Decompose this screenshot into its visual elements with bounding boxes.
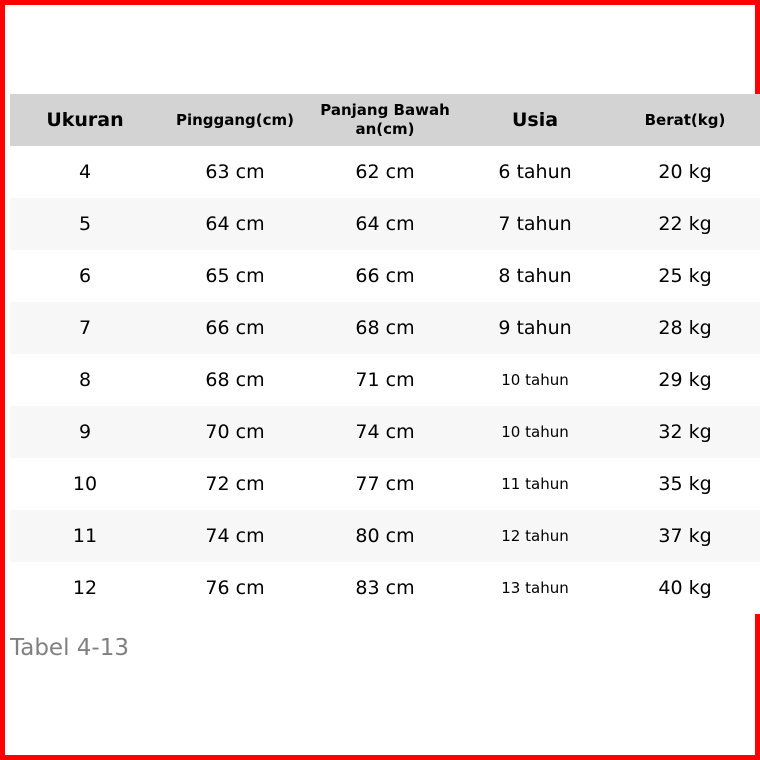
table-row <box>10 562 760 614</box>
cell-pinggang: 64 cm <box>205 213 265 235</box>
cell-ukuran: 10 <box>72 473 98 495</box>
table-body <box>10 146 760 614</box>
header-panjang-bawahan: Panjang Bawah an(cm) <box>320 101 450 138</box>
table-row <box>10 458 760 510</box>
cell-panjang-bawahan: 66 cm <box>355 265 415 287</box>
cell-usia: 10 tahun <box>501 423 569 441</box>
cell-ukuran: 12 <box>72 577 98 599</box>
cell-usia: 6 tahun <box>498 161 572 183</box>
table-row <box>10 198 760 250</box>
cell-panjang-bawahan: 68 cm <box>355 317 415 339</box>
header-pinggang: Pinggang(cm) <box>175 110 295 129</box>
table-row <box>10 302 760 354</box>
cell-pinggang: 68 cm <box>205 369 265 391</box>
cell-pinggang: 70 cm <box>205 421 265 443</box>
size-chart-table <box>10 94 760 614</box>
cell-usia: 10 tahun <box>501 371 569 389</box>
cell-berat: 28 kg <box>658 317 712 339</box>
cell-usia: 9 tahun <box>498 317 572 339</box>
cell-ukuran: 7 <box>78 317 92 339</box>
cell-usia: 8 tahun <box>498 265 572 287</box>
header-ukuran: Ukuran <box>46 108 124 131</box>
cell-panjang-bawahan: 64 cm <box>355 213 415 235</box>
header-berat: Berat(kg) <box>644 110 726 129</box>
cell-panjang-bawahan: 83 cm <box>355 577 415 599</box>
cell-usia: 7 tahun <box>498 213 572 235</box>
cell-berat: 35 kg <box>658 473 712 495</box>
table-row <box>10 354 760 406</box>
table-row <box>10 510 760 562</box>
cell-panjang-bawahan: 80 cm <box>355 525 415 547</box>
table-header <box>10 94 760 146</box>
cell-berat: 22 kg <box>658 213 712 235</box>
cell-ukuran: 6 <box>78 265 92 287</box>
cell-ukuran: 8 <box>78 369 92 391</box>
cell-pinggang: 72 cm <box>205 473 265 495</box>
header-usia: Usia <box>511 108 559 131</box>
table-caption: Tabel 4-13 <box>10 635 129 661</box>
table-row <box>10 406 760 458</box>
cell-berat: 25 kg <box>658 265 712 287</box>
cell-panjang-bawahan: 62 cm <box>355 161 415 183</box>
cell-pinggang: 74 cm <box>205 525 265 547</box>
cell-pinggang: 63 cm <box>205 161 265 183</box>
cell-berat: 29 kg <box>658 369 712 391</box>
cell-berat: 37 kg <box>658 525 712 547</box>
cell-pinggang: 76 cm <box>205 577 265 599</box>
table-row <box>10 146 760 198</box>
cell-panjang-bawahan: 71 cm <box>355 369 415 391</box>
cell-ukuran: 5 <box>78 213 92 235</box>
cell-usia: 13 tahun <box>501 579 569 597</box>
cell-usia: 11 tahun <box>501 475 569 493</box>
cell-ukuran: 9 <box>78 421 92 443</box>
cell-usia: 12 tahun <box>501 527 569 545</box>
cell-ukuran: 4 <box>78 161 92 183</box>
cell-ukuran: 11 <box>72 525 98 547</box>
table-row <box>10 250 760 302</box>
cell-pinggang: 65 cm <box>205 265 265 287</box>
cell-berat: 32 kg <box>658 421 712 443</box>
cell-berat: 20 kg <box>658 161 712 183</box>
cell-berat: 40 kg <box>658 577 712 599</box>
cell-panjang-bawahan: 77 cm <box>355 473 415 495</box>
header-row <box>10 94 760 146</box>
cell-pinggang: 66 cm <box>205 317 265 339</box>
cell-panjang-bawahan: 74 cm <box>355 421 415 443</box>
